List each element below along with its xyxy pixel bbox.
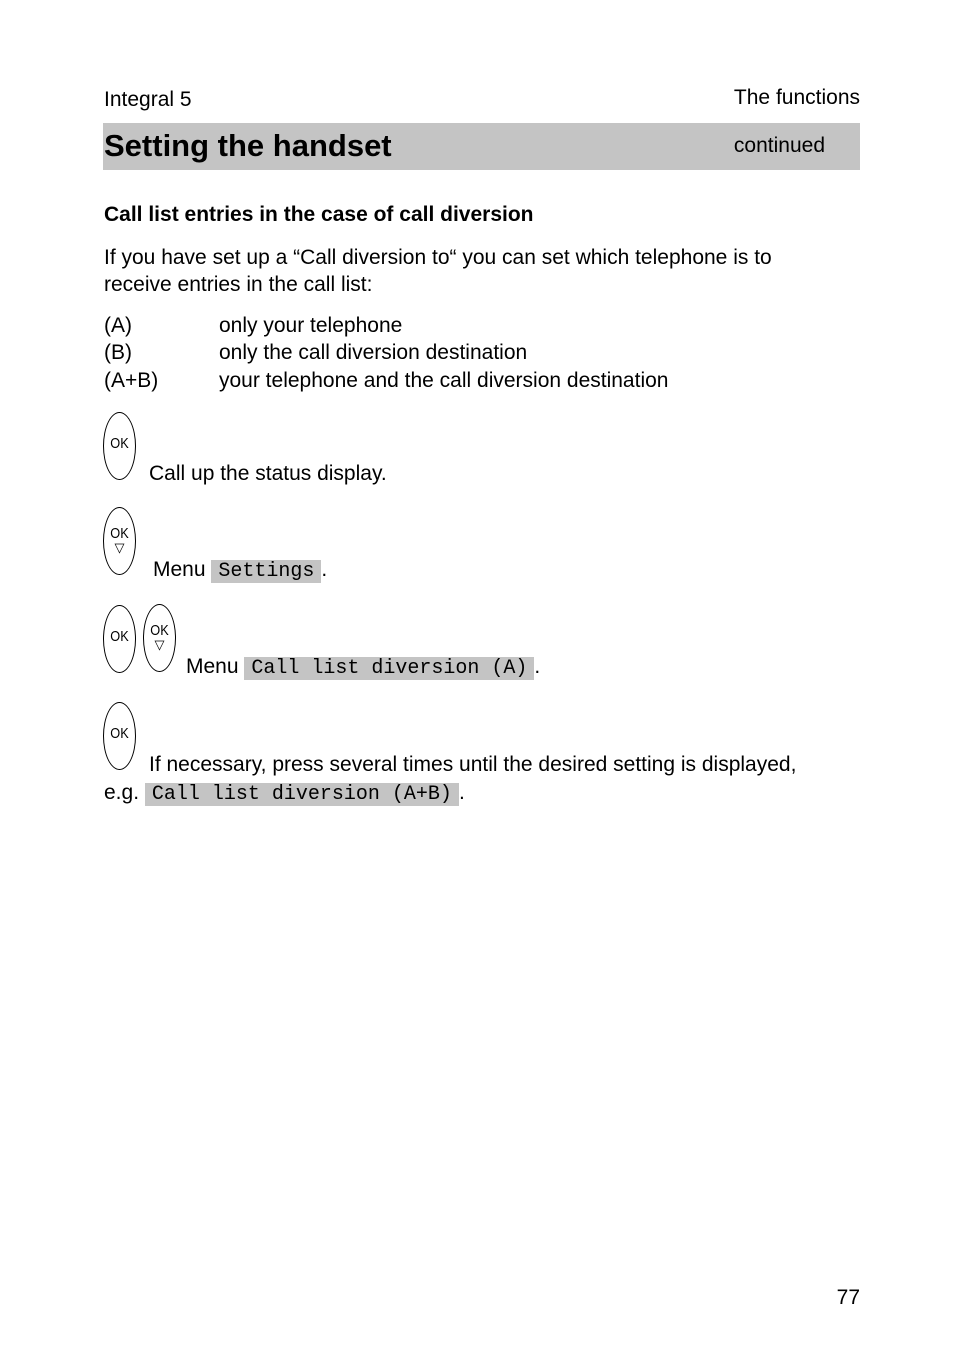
- option-key: (A+B): [104, 369, 159, 392]
- option-text: only your telephone: [219, 314, 403, 337]
- option-key: (A): [104, 314, 132, 337]
- menu-item-call-list-diversion-ab: Call list diversion (A+B): [145, 783, 459, 806]
- sentence-end: .: [534, 655, 541, 678]
- header-chapter-name: The functions: [733, 86, 860, 109]
- option-text: your telephone and the call diversion destination: [219, 369, 669, 392]
- ok-key-label: OK: [110, 525, 129, 542]
- menu-prefix: Menu: [186, 655, 239, 678]
- step4-example: [104, 781, 465, 806]
- header-product-name: Integral 5: [104, 88, 192, 111]
- down-arrow-icon: ▽: [114, 540, 125, 555]
- ok-key-label: OK: [150, 622, 169, 639]
- example-prefix: e.g.: [104, 781, 140, 804]
- sentence-end: .: [458, 781, 465, 804]
- step3-instruction: [186, 655, 540, 680]
- continued-label: continued: [733, 134, 825, 157]
- ok-key-label: OK: [110, 435, 129, 452]
- page-number: 77: [836, 1286, 860, 1309]
- page-title: Setting the handset: [104, 128, 392, 163]
- ok-key-icon: [103, 605, 136, 673]
- ok-key-label: OK: [110, 628, 129, 645]
- ok-key-icon: [103, 702, 136, 770]
- step1-instruction: Call up the status display.: [149, 462, 387, 485]
- menu-item-settings: Settings: [211, 560, 321, 583]
- menu-prefix: Menu: [153, 558, 206, 581]
- step4-instruction: If necessary, press several times until the desired setting is displayed,: [149, 753, 797, 776]
- intro-paragraph: If you have set up a “Call diversion to“ you can set which telephone is to receive entries in the call list:: [104, 246, 772, 296]
- ok-key-icon: [103, 412, 136, 480]
- step2-instruction: [153, 558, 327, 583]
- ok-key-label: OK: [110, 725, 129, 742]
- option-text: only the call diversion destination: [219, 341, 528, 364]
- ok-down-key-icon: [143, 604, 176, 672]
- option-key: (B): [104, 341, 132, 364]
- down-arrow-icon: ▽: [154, 637, 165, 652]
- section-heading: Call list entries in the case of call diversion: [104, 203, 534, 226]
- sentence-end: .: [321, 558, 328, 581]
- menu-item-call-list-diversion: Call list diversion (A): [244, 657, 534, 680]
- title-bar: [103, 123, 860, 170]
- ok-down-key-icon: [103, 507, 136, 575]
